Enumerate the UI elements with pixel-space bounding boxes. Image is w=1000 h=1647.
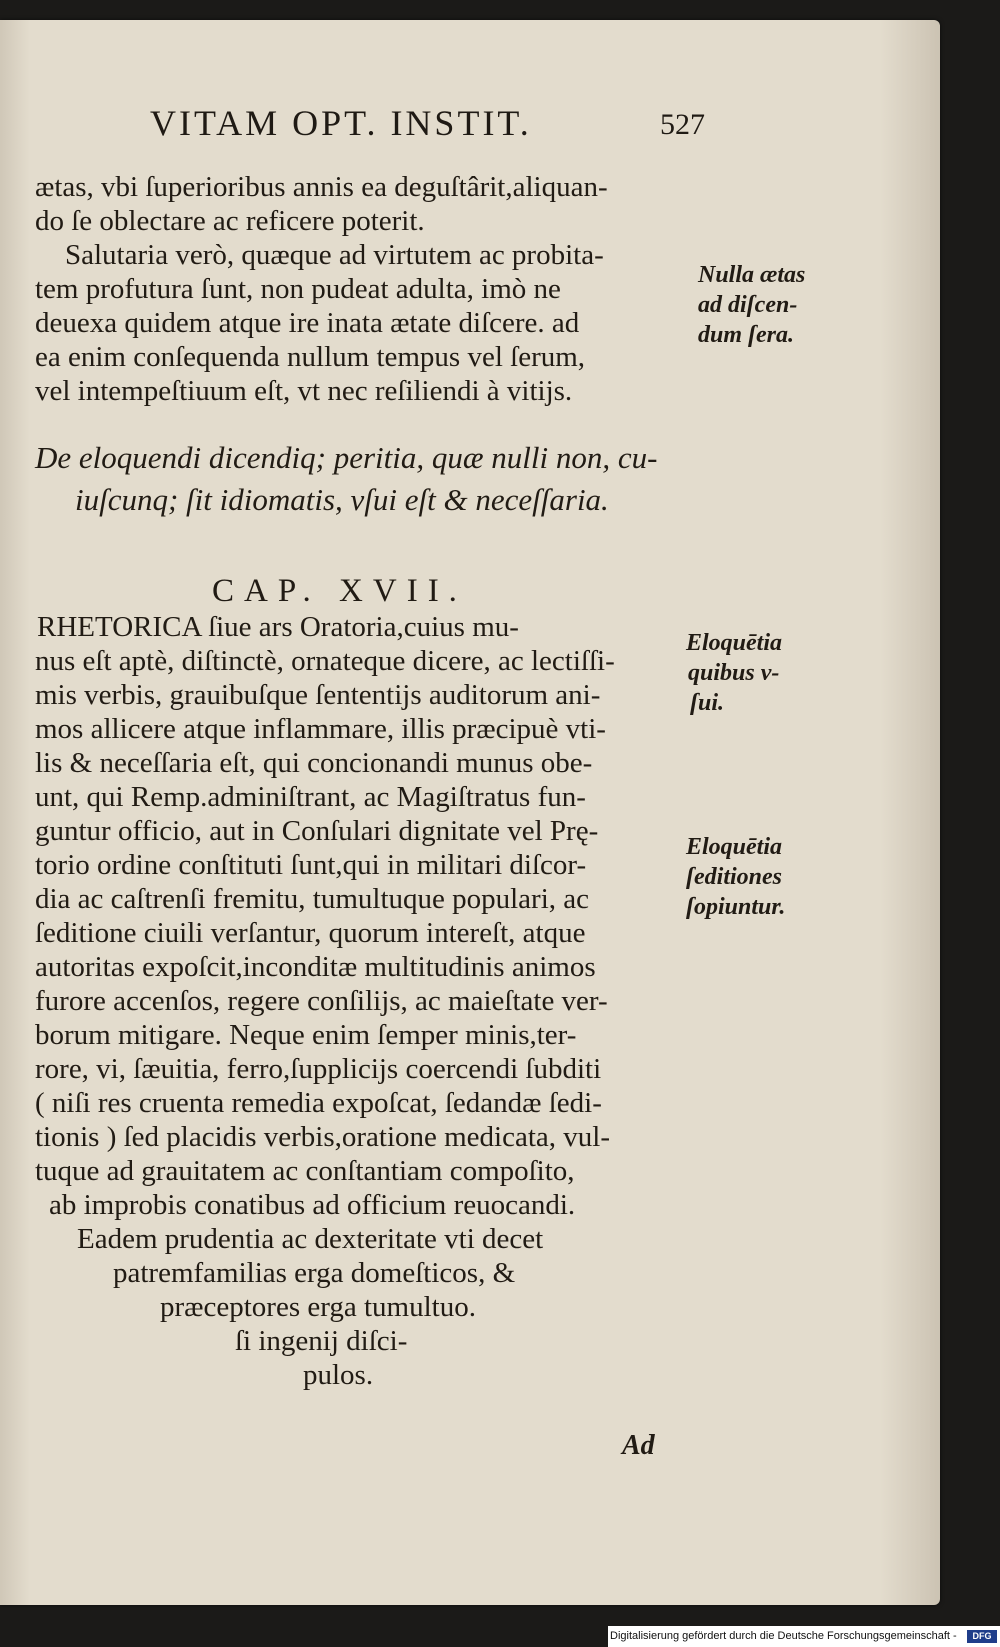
text-line: ( niſi res cruenta remedia expoſcat, ſedandæ ſedi- (35, 1087, 602, 1119)
margin-note-line: quibus v- (688, 660, 780, 686)
text-line: nus eſt aptè, diſtinctè, ornateque dicere, ac lectiſſi- (35, 645, 615, 677)
margin-note-line: ſui. (690, 690, 725, 716)
section-heading-line: iuſcunq; ſit idiomatis, vſui eſt & neceſſaria. (75, 482, 609, 517)
credit-text: Digitalisierung gefördert durch die Deutsche Forschungsgemeinschaft - (610, 1630, 957, 1642)
text-line: torio ordine conſtituti ſunt,qui in militari diſcor- (35, 849, 587, 881)
text-line: præceptores erga tumultuo. (160, 1291, 476, 1323)
text-line: ætas, vbi ſuperioribus annis ea deguſtârit,aliquan- (35, 171, 608, 203)
margin-note-line: Eloquētia (686, 630, 783, 656)
margin-note-line: ad diſcen- (698, 292, 798, 318)
margin-note-line: Eloquētia (686, 834, 783, 860)
section-heading-line: De eloquendi dicendiq; peritia, quæ nulli non, cu- (35, 440, 658, 475)
text-line: mis verbis, grauibuſque ſententijs auditorum ani- (35, 679, 601, 711)
digitization-credit (608, 1626, 1000, 1647)
text-line: rore, vi, ſæuitia, ferro,ſupplicijs coercendi ſubditi (35, 1053, 602, 1085)
text-line: tem profutura ſunt, non pudeat adulta, imò ne (35, 273, 561, 305)
text-line: pulos. (303, 1359, 374, 1391)
text-line: do ſe oblectare ac reficere poterit. (35, 205, 425, 237)
text-line: lis & neceſſaria eſt, qui concionandi munus obe- (35, 747, 593, 779)
text-line: ſi ingenij diſci- (235, 1325, 408, 1357)
text-line: mos allicere atque inflammare, illis præcipuè vti- (35, 713, 606, 745)
text-line: unt, qui Remp.adminiſtrant, ac Magiſtratus fun- (35, 781, 586, 813)
text-line: vel intempeſtiuum eſt, vt nec reſiliendi à vitijs. (35, 375, 573, 407)
text-line: dia ac caſtrenſi fremitu, tumultuque populari, ac (35, 883, 590, 915)
text-line: ab improbis conatibus ad officium reuocandi. (49, 1189, 576, 1221)
margin-note-line: dum ſera. (698, 322, 794, 348)
text-line: autoritas expoſcit,inconditæ multitudinis animos (35, 951, 596, 983)
text-line: furore accenſos, regere conſilijs, ac maieſtate ver- (35, 985, 608, 1017)
text-line: RHETORICA ſiue ars Oratoria,cuius mu- (37, 611, 519, 643)
text-line: tionis ) ſed placidis verbis,oratione medicata, vul- (35, 1121, 611, 1153)
chapter-heading: CAP. XVII. (212, 573, 467, 609)
text-line: ſeditione ciuili verſantur, quorum intereſt, atque (35, 917, 586, 949)
book-page (0, 20, 940, 1605)
running-title: VITAM OPT. INSTIT. (150, 103, 532, 143)
margin-note-line: ſeditiones (686, 864, 782, 890)
catchword: Ad (622, 1430, 655, 1461)
text-line: deuexa quidem atque ire inata ætate diſcere. ad (35, 307, 580, 339)
dfg-logo: DFG (967, 1630, 997, 1643)
text-line: guntur officio, aut in Conſulari dignitate vel Prę- (35, 815, 599, 847)
page-number: 527 (660, 108, 705, 141)
margin-note-1 (698, 260, 805, 350)
text-line: borum mitigare. Neque enim ſemper minis,ter- (35, 1019, 577, 1051)
margin-note-2 (686, 628, 782, 718)
text-line: tuque ad grauitatem ac conſtantiam compoſito, (35, 1155, 575, 1187)
text-line: Eadem prudentia ac dexteritate vti decet (77, 1223, 544, 1255)
margin-note-line: Nulla ætas (698, 262, 806, 288)
text-line: patremfamilias erga domeſticos, & (113, 1257, 516, 1289)
text-line: ea enim conſequenda nullum tempus vel ſerum, (35, 341, 586, 373)
margin-note-line: ſopiuntur. (686, 894, 786, 920)
text-line: Salutaria verò, quæque ad virtutem ac probita- (65, 239, 604, 271)
margin-note-3 (686, 832, 785, 922)
